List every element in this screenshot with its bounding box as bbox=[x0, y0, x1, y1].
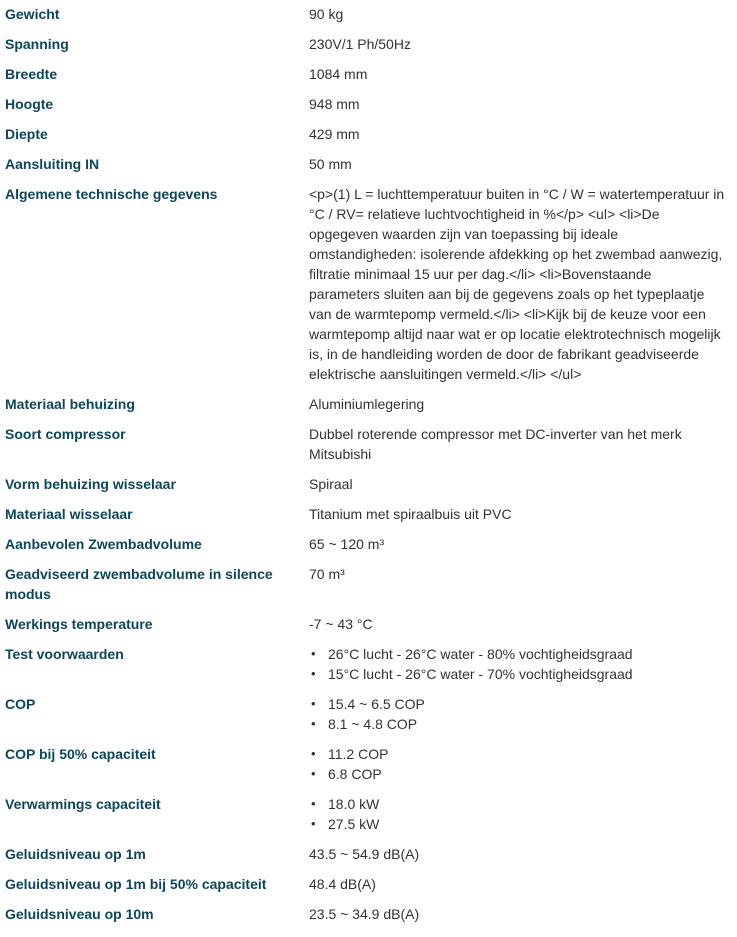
spec-label: Geluidsniveau op 10m bbox=[5, 906, 154, 922]
spec-value: 948 mm bbox=[309, 96, 360, 112]
spec-value bbox=[309, 744, 737, 784]
spec-value: 65 ~ 120 m³ bbox=[309, 536, 385, 552]
list-item: • 27.5 kW bbox=[309, 814, 725, 834]
spec-value-list bbox=[309, 744, 725, 784]
spec-label: Gewicht bbox=[5, 6, 60, 22]
spec-value: 70 m³ bbox=[309, 566, 345, 582]
spec-label: COP bbox=[5, 696, 36, 712]
spec-row-cop bbox=[0, 694, 737, 744]
spec-value: Titanium met spiraalbuis uit PVC bbox=[309, 506, 512, 522]
list-item: • 15.4 ~ 6.5 COP bbox=[309, 694, 725, 714]
spec-row-werkings-temperature bbox=[0, 614, 737, 644]
spec-row-gewicht bbox=[0, 4, 737, 34]
spec-value: Dubbel roterende compressor met DC-inverter van het merk Mitsubishi bbox=[309, 426, 682, 462]
spec-label: Geluidsniveau op 1m bbox=[5, 846, 146, 862]
spec-row-geluidsniveau-10m bbox=[0, 904, 737, 934]
spec-label: Aanbevolen Zwembadvolume bbox=[5, 536, 202, 552]
spec-value: -7 ~ 43 °C bbox=[309, 616, 373, 632]
spec-row-geadviseerd-zwembadvolume-silence bbox=[0, 564, 737, 614]
spec-row-vorm-behuizing-wisselaar bbox=[0, 474, 737, 504]
spec-value: 50 mm bbox=[309, 156, 352, 172]
spec-value: <p>(1) L = luchttemperatuur buiten in °C / W = watertemperatuur in °C / RV= relatieve luchtvochtigheid in %</p> <ul> <li>De opgegeven waarden zijn van toepassing bij ideale omstandigheden: isolerende afdekking op het zwembad aanwezig, filtratie minimaal 15 uur per dag.</li> <li>Bovenstaande parameters sluiten aan bij de gegevens zoals op het typeplaatje van de warmtepomp vermeld.</li> <li>Kijk bij de keuze voor een warmtepomp altijd naar wat er op locatie elektrotechnisch mogelijk is, in de handleiding worden de door de fabrikant geadviseerde elektrische aansluitingen vermeld.</li> </ul> bbox=[309, 186, 725, 382]
spec-label: Aansluiting IN bbox=[5, 156, 100, 172]
list-item: • 8.1 ~ 4.8 COP bbox=[309, 714, 725, 734]
spec-label: Verwarmings capaciteit bbox=[5, 796, 161, 812]
spec-value: 90 kg bbox=[309, 6, 344, 22]
spec-label: Soort compressor bbox=[5, 426, 126, 442]
spec-row-soort-compressor bbox=[0, 424, 737, 474]
spec-value: Spiraal bbox=[309, 476, 353, 492]
spec-row-cop-50-capaciteit bbox=[0, 744, 737, 794]
spec-label: Geadviseerd zwembadvolume in silence modus bbox=[5, 566, 273, 602]
spec-row-aansluiting-in bbox=[0, 154, 737, 184]
spec-value-list bbox=[309, 644, 725, 684]
spec-label: Hoogte bbox=[5, 96, 54, 112]
spec-row-hoogte bbox=[0, 94, 737, 124]
spec-value-list bbox=[309, 794, 725, 834]
spec-label: Materiaal wisselaar bbox=[5, 506, 133, 522]
spec-label: COP bij 50% capaciteit bbox=[5, 746, 156, 762]
spec-label: Materiaal behuizing bbox=[5, 396, 135, 412]
list-item: • 18.0 kW bbox=[309, 794, 725, 814]
spec-value: Aluminiumlegering bbox=[309, 396, 425, 412]
spec-row-algemene-technische-gegevens bbox=[0, 184, 737, 394]
spec-label: Vorm behuizing wisselaar bbox=[5, 476, 176, 492]
list-item: • 11.2 COP bbox=[309, 744, 725, 764]
spec-row-test-voorwaarden bbox=[0, 644, 737, 694]
spec-label: Algemene technische gegevens bbox=[5, 186, 218, 202]
list-item: • 6.8 COP bbox=[309, 764, 725, 784]
spec-value bbox=[309, 694, 737, 734]
spec-row-verwarmings-capaciteit bbox=[0, 794, 737, 844]
spec-row-breedte bbox=[0, 64, 737, 94]
spec-row-geluidsniveau-1m bbox=[0, 844, 737, 874]
spec-label: Geluidsniveau op 1m bij 50% capaciteit bbox=[5, 876, 267, 892]
list-item: • 26°C lucht - 26°C water - 80% vochtigheidsgraad bbox=[309, 644, 725, 664]
spec-value-list bbox=[309, 694, 725, 734]
spec-value: 23.5 ~ 34.9 dB(A) bbox=[309, 906, 420, 922]
spec-row-diepte bbox=[0, 124, 737, 154]
spec-label: Breedte bbox=[5, 66, 58, 82]
spec-row-aanbevolen-zwembadvolume bbox=[0, 534, 737, 564]
spec-row-geluidsniveau-1m-50-capaciteit bbox=[0, 874, 737, 904]
spec-value: 48.4 dB(A) bbox=[309, 876, 376, 892]
spec-value bbox=[309, 794, 737, 834]
spec-label: Werkings temperature bbox=[5, 616, 153, 632]
spec-value: 230V/1 Ph/50Hz bbox=[309, 36, 411, 52]
spec-row-materiaal-behuizing bbox=[0, 394, 737, 424]
list-item: • 15°C lucht - 26°C water - 70% vochtigheidsgraad bbox=[309, 664, 725, 684]
spec-value bbox=[309, 644, 737, 684]
spec-label: Test voorwaarden bbox=[5, 646, 124, 662]
spec-value: 1084 mm bbox=[309, 66, 368, 82]
spec-label: Spanning bbox=[5, 36, 69, 52]
spec-row-spanning bbox=[0, 34, 737, 64]
spec-label: Diepte bbox=[5, 126, 48, 142]
spec-row-materiaal-wisselaar bbox=[0, 504, 737, 534]
spec-value: 43.5 ~ 54.9 dB(A) bbox=[309, 846, 420, 862]
spec-value: 429 mm bbox=[309, 126, 360, 142]
